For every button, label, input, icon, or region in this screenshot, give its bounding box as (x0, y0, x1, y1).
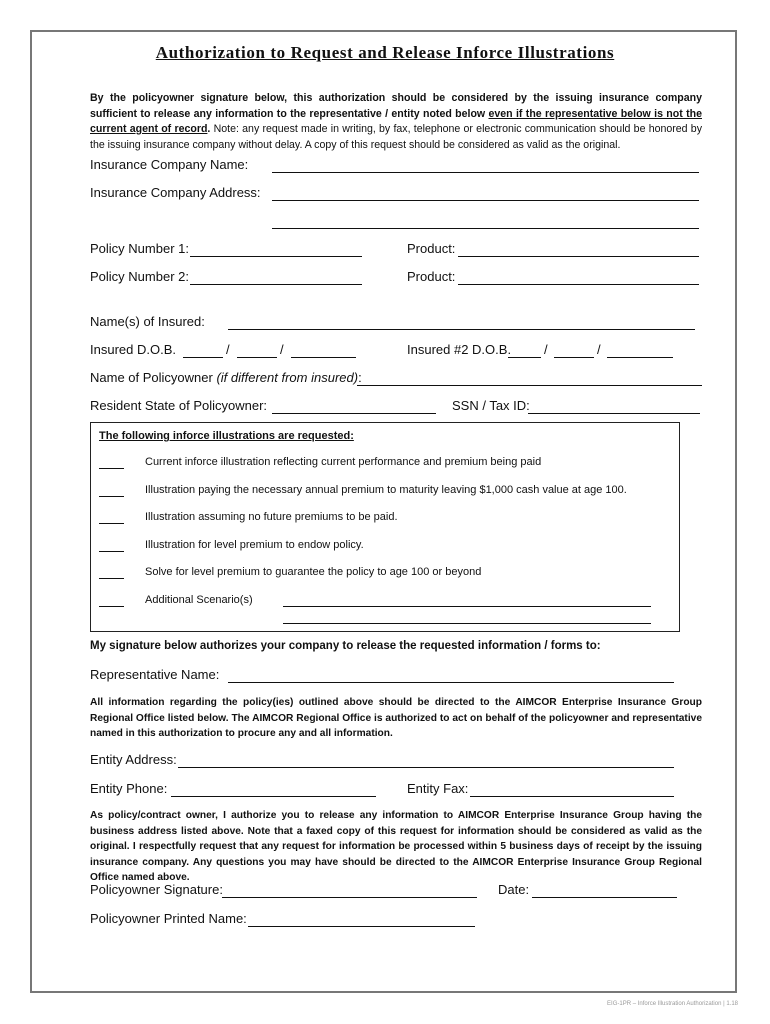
insured2-dob-day[interactable] (554, 357, 594, 358)
authorization-heading: My signature below authorizes your company to release the requested information / forms to: (90, 640, 601, 652)
intro-paragraph (90, 91, 702, 153)
insured-dob-label: Insured D.O.B. (90, 342, 176, 357)
option-label-4: Illustration for level premium to endow policy. (145, 539, 364, 551)
illustrations-heading: The following inforce illustrations are requested: (99, 430, 354, 442)
product-2-line[interactable] (458, 284, 699, 285)
entity-address-label: Entity Address: (90, 752, 177, 767)
option-checkbox-1[interactable] (99, 468, 124, 469)
resident-state-label: Resident State of Policyowner: (90, 398, 268, 413)
date-label: Date: (498, 882, 530, 897)
aimcor-paragraph: All information regarding the policy(ies) outlined above should be directed to the AIMCOR Enterprise Insurance Group Regional Office listed below. The AIMCOR Regional Office is authorized to act on behalf of the policyowner and representative named in this authorization to procure any and all information. (90, 697, 702, 739)
signature-line[interactable] (222, 897, 477, 898)
printed-name-label: Policyowner Printed Name: (90, 911, 247, 926)
names-insured-line[interactable] (228, 329, 695, 330)
entity-phone-label: Entity Phone: (90, 781, 168, 796)
entity-phone-line[interactable] (171, 796, 376, 797)
company-address-label: Insurance Company Address: (90, 185, 261, 200)
company-name-line[interactable] (272, 172, 699, 173)
entity-fax-line[interactable] (470, 796, 674, 797)
signature-label: Policyowner Signature: (90, 882, 223, 897)
insured2-dob-label: Insured #2 D.O.B. (407, 342, 512, 357)
option-label-1: Current inforce illustration reflecting current performance and premium being paid (145, 456, 542, 468)
names-insured-label: Name(s) of Insured: (90, 314, 205, 329)
insured2-dob-month[interactable] (508, 357, 541, 358)
insured-dob-year[interactable] (291, 357, 356, 358)
company-address-line-1[interactable] (272, 200, 699, 201)
insured2-dob-year[interactable] (607, 357, 673, 358)
dob-slash: / (544, 342, 548, 357)
policy-number-2-label: Policy Number 2: (90, 269, 189, 284)
option-checkbox-3[interactable] (99, 523, 124, 524)
representative-name-line[interactable] (228, 682, 674, 683)
dob-slash: / (597, 342, 601, 357)
additional-scenario-line-2[interactable] (283, 623, 651, 624)
policy-number-1-line[interactable] (190, 256, 362, 257)
option-checkbox-5[interactable] (99, 578, 124, 579)
dob-slash: / (226, 342, 230, 357)
intro-underlined: even if the representative below is not the current agent of record (90, 107, 702, 135)
policyowner-name-line[interactable] (357, 385, 702, 386)
ssn-tax-id-label: SSN / Tax ID: (452, 398, 530, 413)
policy-number-1-label: Policy Number 1: (90, 241, 189, 256)
option-label-5: Solve for level premium to guarantee the policy to age 100 or beyond (145, 566, 482, 578)
option-checkbox-2[interactable] (99, 496, 124, 497)
option-checkbox-4[interactable] (99, 551, 124, 552)
dob-slash: / (280, 342, 284, 357)
company-name-label: Insurance Company Name: (90, 157, 249, 172)
intro-end: . (207, 123, 211, 135)
insured-dob-month[interactable] (183, 357, 223, 358)
resident-state-line[interactable] (272, 413, 436, 414)
option-label-6: Additional Scenario(s) (145, 594, 253, 606)
option-label-2: Illustration paying the necessary annual premium to maturity leaving $1,000 cash value at age 100. (145, 484, 627, 496)
footer-form-code: EIG-1PR – Inforce Illustration Authorization | 1.18 (607, 1001, 738, 1007)
insured-dob-day[interactable] (237, 357, 277, 358)
printed-name-line[interactable] (248, 926, 475, 927)
option-label-3: Illustration assuming no future premiums to be paid. (145, 511, 398, 523)
entity-fax-label: Entity Fax: (407, 781, 469, 796)
owner-paragraph: As policy/contract owner, I authorize you to release any information to AIMCOR Enterprise Insurance Group having the business address listed above. Note that a faxed copy of this request for information should be considered as valid as the original. I respectfully request that any request for information be processed within 5 business days of receipt by the issuing insurance company. Any questions you may have should be directed to the AIMCOR Enterprise Insurance Group Regional Office named above. (90, 810, 702, 883)
representative-name-label: Representative Name: (90, 667, 220, 682)
product-1-label: Product: (407, 241, 456, 256)
policyowner-name-label: Name of Policyowner (if different from insured): (90, 370, 362, 385)
product-2-label: Product: (407, 269, 456, 284)
intro-note: Note: any request made in writing, by fax, telephone or electronic communication should be honored by the issuing insurance company without delay. A copy of this request should be considered as valid as the original. (90, 123, 702, 151)
form-title: Authorization to Request and Release Inforce Illustrations (155, 43, 615, 62)
ssn-tax-id-line[interactable] (528, 413, 700, 414)
date-line[interactable] (532, 897, 677, 898)
entity-address-line[interactable] (178, 767, 674, 768)
intro-bold: By the policyowner signature below, this authorization should be considered by the issuing insurance company sufficient to release any information to the representative / entity noted below (90, 92, 702, 120)
additional-scenario-line-1[interactable] (283, 606, 651, 607)
option-checkbox-6[interactable] (99, 606, 124, 607)
company-address-line-2[interactable] (272, 228, 699, 229)
policy-number-2-line[interactable] (190, 284, 362, 285)
product-1-line[interactable] (458, 256, 699, 257)
